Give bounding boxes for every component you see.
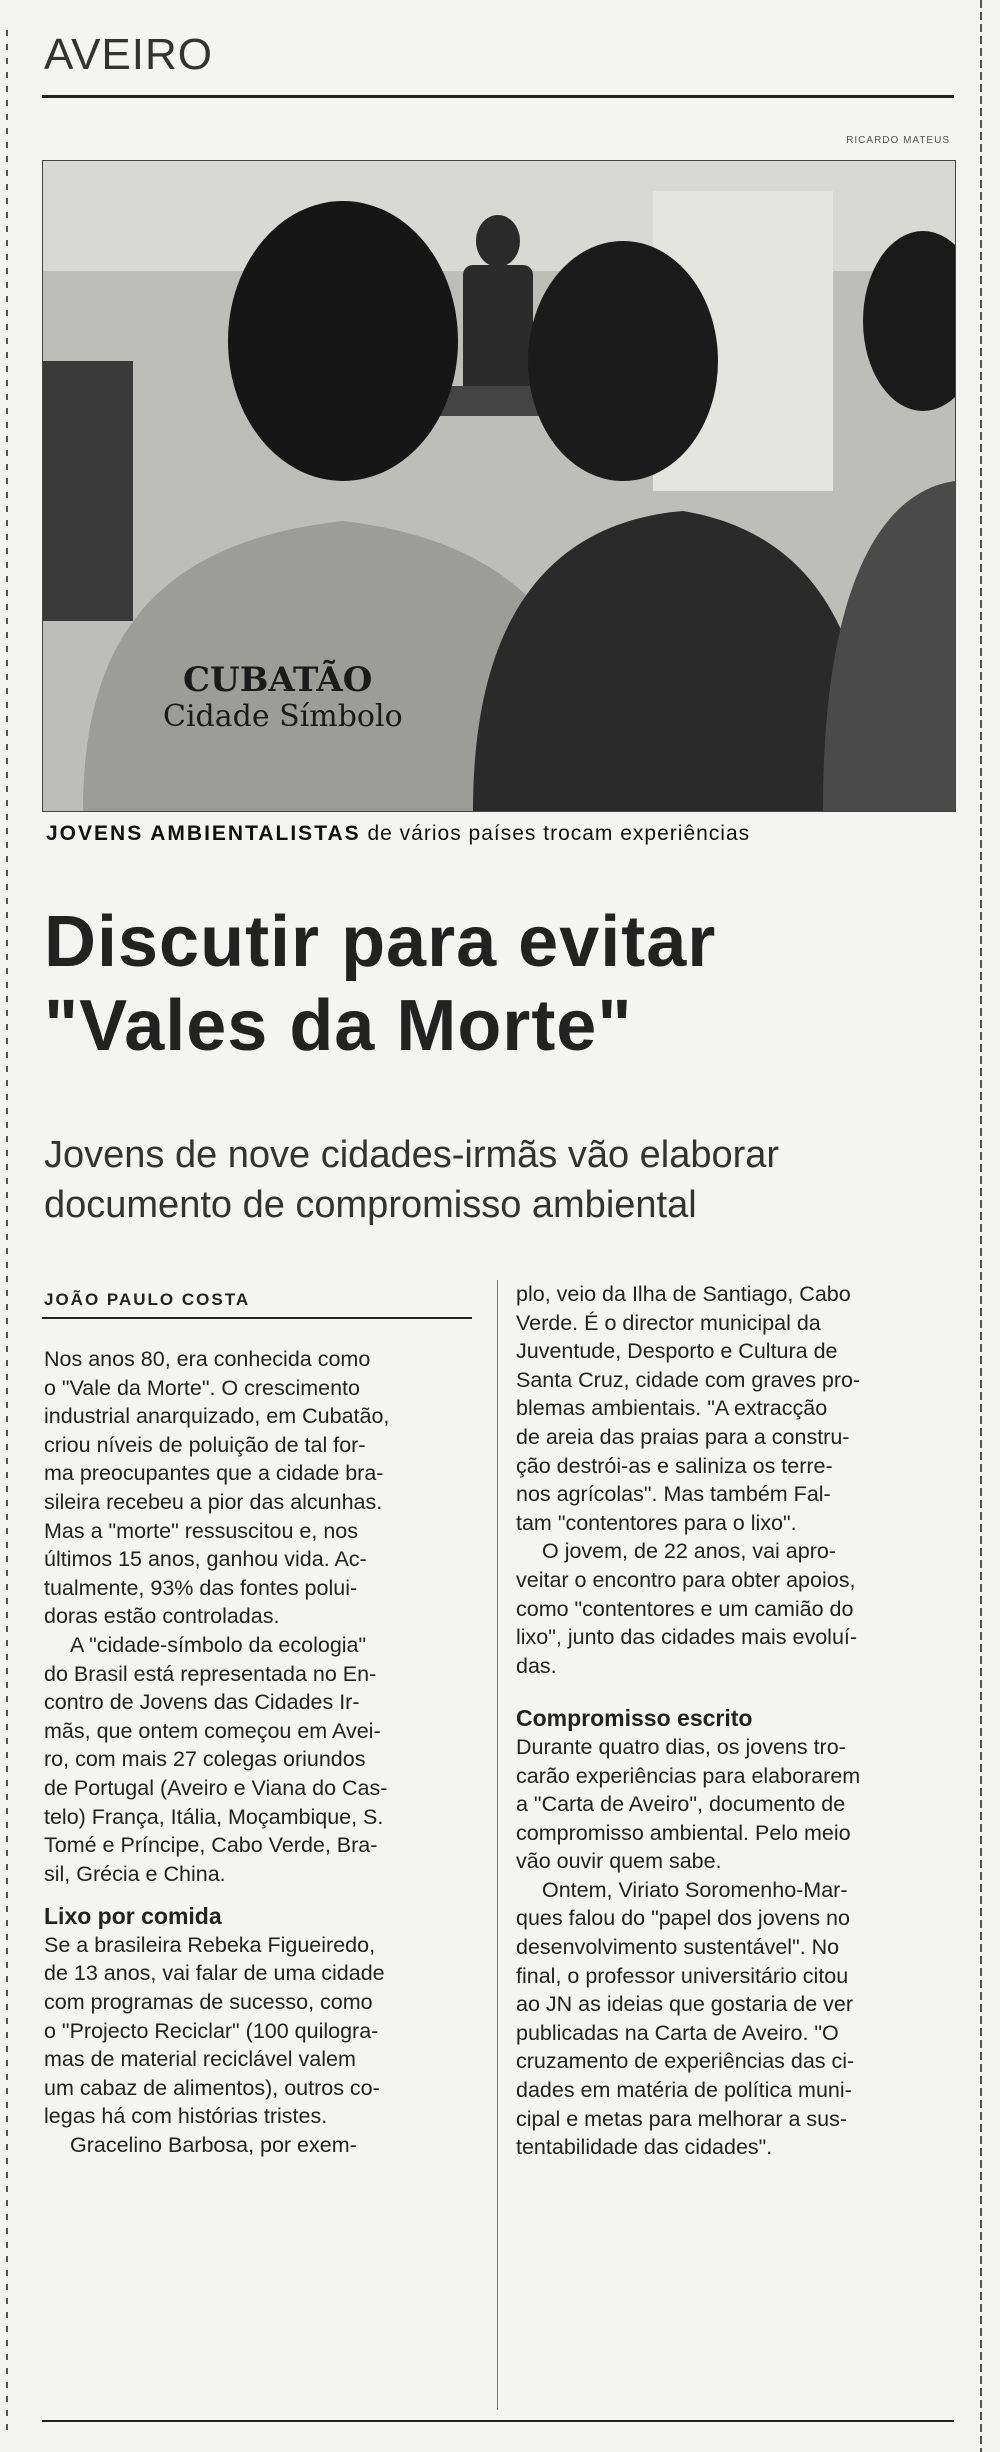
subheading-compromisso: Compromisso escrito — [516, 1705, 753, 1732]
text-line: tentabilidade das cidades". — [516, 2135, 773, 2160]
right-column — [516, 1280, 962, 2162]
news-photo — [42, 160, 956, 812]
section-rule — [42, 95, 954, 98]
text-line: criou níveis de poluição de tal for- — [44, 1432, 366, 1457]
byline: JOÃO PAULO COSTA — [44, 1290, 251, 1309]
text-line: um cabaz de alimentos), outros co- — [44, 2075, 380, 2100]
subhead-line2: documento de compromisso ambiental — [44, 1184, 697, 1226]
headline-line1: Discutir para evitar — [44, 902, 717, 982]
shirt-text-line2: Cidade Símbolo — [163, 699, 403, 734]
subheading-lixo: Lixo por comida — [44, 1903, 222, 1930]
text-line: cipal e metas para melhorar a sus- — [516, 2106, 848, 2131]
text-line: Ontem, Viriato Soromenho-Mar- — [542, 1877, 848, 1902]
paragraph — [44, 1631, 472, 1888]
caption-rest: de vários países trocam experiências — [367, 822, 751, 845]
text-line: das. — [516, 1653, 557, 1678]
text-line: Santa Cruz, cidade com graves pro- — [516, 1367, 861, 1392]
left-border-rule — [6, 30, 8, 2430]
right-border-rule — [980, 0, 982, 2452]
text-line: blemas ambientais. "A extracção — [516, 1396, 828, 1421]
text-line: veitar o encontro para obter apoios, — [516, 1567, 856, 1592]
text-line: Gracelino Barbosa, por exem- — [70, 2133, 357, 2158]
headline-line2: "Vales da Morte" — [44, 986, 633, 1066]
photo-illustration — [43, 161, 955, 811]
text-line: Juventude, Desporto e Cultura de — [516, 1339, 838, 1364]
bottom-rule — [42, 2420, 954, 2422]
text-line: ao JN as ideias que gostaria de ver — [516, 1992, 854, 2017]
text-line: A "cidade-símbolo da ecologia" — [70, 1632, 367, 1657]
text-line: final, o professor universitário citou — [516, 1963, 849, 1988]
text-line: sil, Grécia e China. — [44, 1861, 226, 1886]
text-line: a "Carta de Aveiro", documento de — [516, 1792, 846, 1817]
paragraph — [44, 1931, 472, 2131]
text-line: Nos anos 80, era conhecida como — [44, 1347, 371, 1371]
text-line: cruzamento de experiências das ci- — [516, 2049, 855, 2074]
text-line: Verde. É o director municipal da — [516, 1310, 821, 1335]
text-line: de 13 anos, vai falar de uma cidade — [44, 1961, 385, 1986]
text-line: Durante quatro dias, os jovens tro- — [516, 1734, 846, 1759]
text-line: Mas a "morte" ressuscitou e, nos — [44, 1518, 358, 1543]
text-line: ção destrói-as e saliniza os terre- — [516, 1453, 833, 1478]
text-line: do Brasil está representada no En- — [44, 1661, 377, 1686]
text-line: tualmente, 93% das fontes polui- — [44, 1575, 358, 1600]
text-line: contro de Jovens das Cidades Ir- — [44, 1690, 360, 1715]
subhead-line1: Jovens de nove cidades-irmãs vão elaborar — [44, 1134, 780, 1176]
text-line: desenvolvimento sustentável". No — [516, 1935, 840, 1960]
text-line: como "contentores e um camião do — [516, 1596, 854, 1621]
text-line: Se a brasileira Rebeka Figueiredo, — [44, 1932, 376, 1957]
text-line: o "Vale da Morte". O crescimento — [44, 1375, 360, 1400]
text-line: ro, com mais 27 colegas oriundos — [44, 1747, 366, 1772]
text-line: carão experiências para elaborarem — [516, 1763, 861, 1788]
text-line: dades em matéria de política muni- — [516, 2078, 852, 2103]
text-line: telo) França, Itália, Moçambique, S. — [44, 1804, 384, 1829]
section-label: AVEIRO — [44, 30, 214, 79]
shirt-text-line1: CUBATÃO — [183, 660, 373, 700]
paragraph — [44, 2131, 472, 2160]
text-line: sileira recebeu a pior das alcunhas. — [44, 1489, 383, 1514]
text-line: nos agrícolas". Mas também Fal- — [516, 1482, 831, 1507]
paragraph — [44, 1345, 472, 1631]
paragraph — [516, 1876, 962, 2162]
text-line: industrial anarquizado, em Cubatão, — [44, 1404, 390, 1429]
text-line: últimos 15 anos, ganhou vida. Ac- — [44, 1547, 367, 1572]
paragraph — [516, 1280, 962, 1537]
text-line: de Portugal (Aveiro e Viana do Cas- — [44, 1775, 388, 1800]
left-column — [44, 1345, 472, 2160]
caption-lead: JOVENS AMBIENTALISTAS — [46, 822, 361, 845]
text-line: mãs, que ontem começou em Avei- — [44, 1718, 381, 1743]
text-line: doras estão controladas. — [44, 1604, 280, 1629]
text-line: com programas de sucesso, como — [44, 1990, 373, 2015]
text-line: vão ouvir quem sabe. — [516, 1849, 722, 1874]
text-line: legas há com histórias tristes. — [44, 2104, 328, 2129]
text-line: de areia das praias para a constru- — [516, 1424, 850, 1449]
photo-caption — [46, 822, 956, 846]
text-line: publicadas na Carta de Aveiro. "O — [516, 2020, 839, 2045]
text-line: o "Projecto Reciclar" (100 quilogra- — [44, 2018, 379, 2043]
text-line: mas de material reciclável valem — [44, 2047, 356, 2072]
text-line: plo, veio da Ilha de Santiago, Cabo — [516, 1282, 851, 1306]
text-line: lixo", junto das cidades mais evoluí- — [516, 1625, 858, 1650]
text-line: tam "contentores para o lixo". — [516, 1510, 797, 1535]
subheadline — [44, 1130, 974, 1230]
text-line: ques falou do "papel dos jovens no — [516, 1906, 850, 1931]
column-divider — [497, 1280, 498, 2410]
headline — [44, 900, 964, 1068]
text-line: ma preocupantes que a cidade bra- — [44, 1461, 384, 1486]
text-line: compromisso ambiental. Pelo meio — [516, 1820, 851, 1845]
byline-rule — [42, 1317, 472, 1319]
paragraph — [516, 1537, 962, 1680]
photo-credit: RICARDO MATEUS — [846, 135, 950, 146]
text-line: Tomé e Príncipe, Cabo Verde, Bra- — [44, 1833, 378, 1858]
paragraph — [516, 1733, 962, 1876]
text-line: O jovem, de 22 anos, vai apro- — [542, 1539, 836, 1564]
